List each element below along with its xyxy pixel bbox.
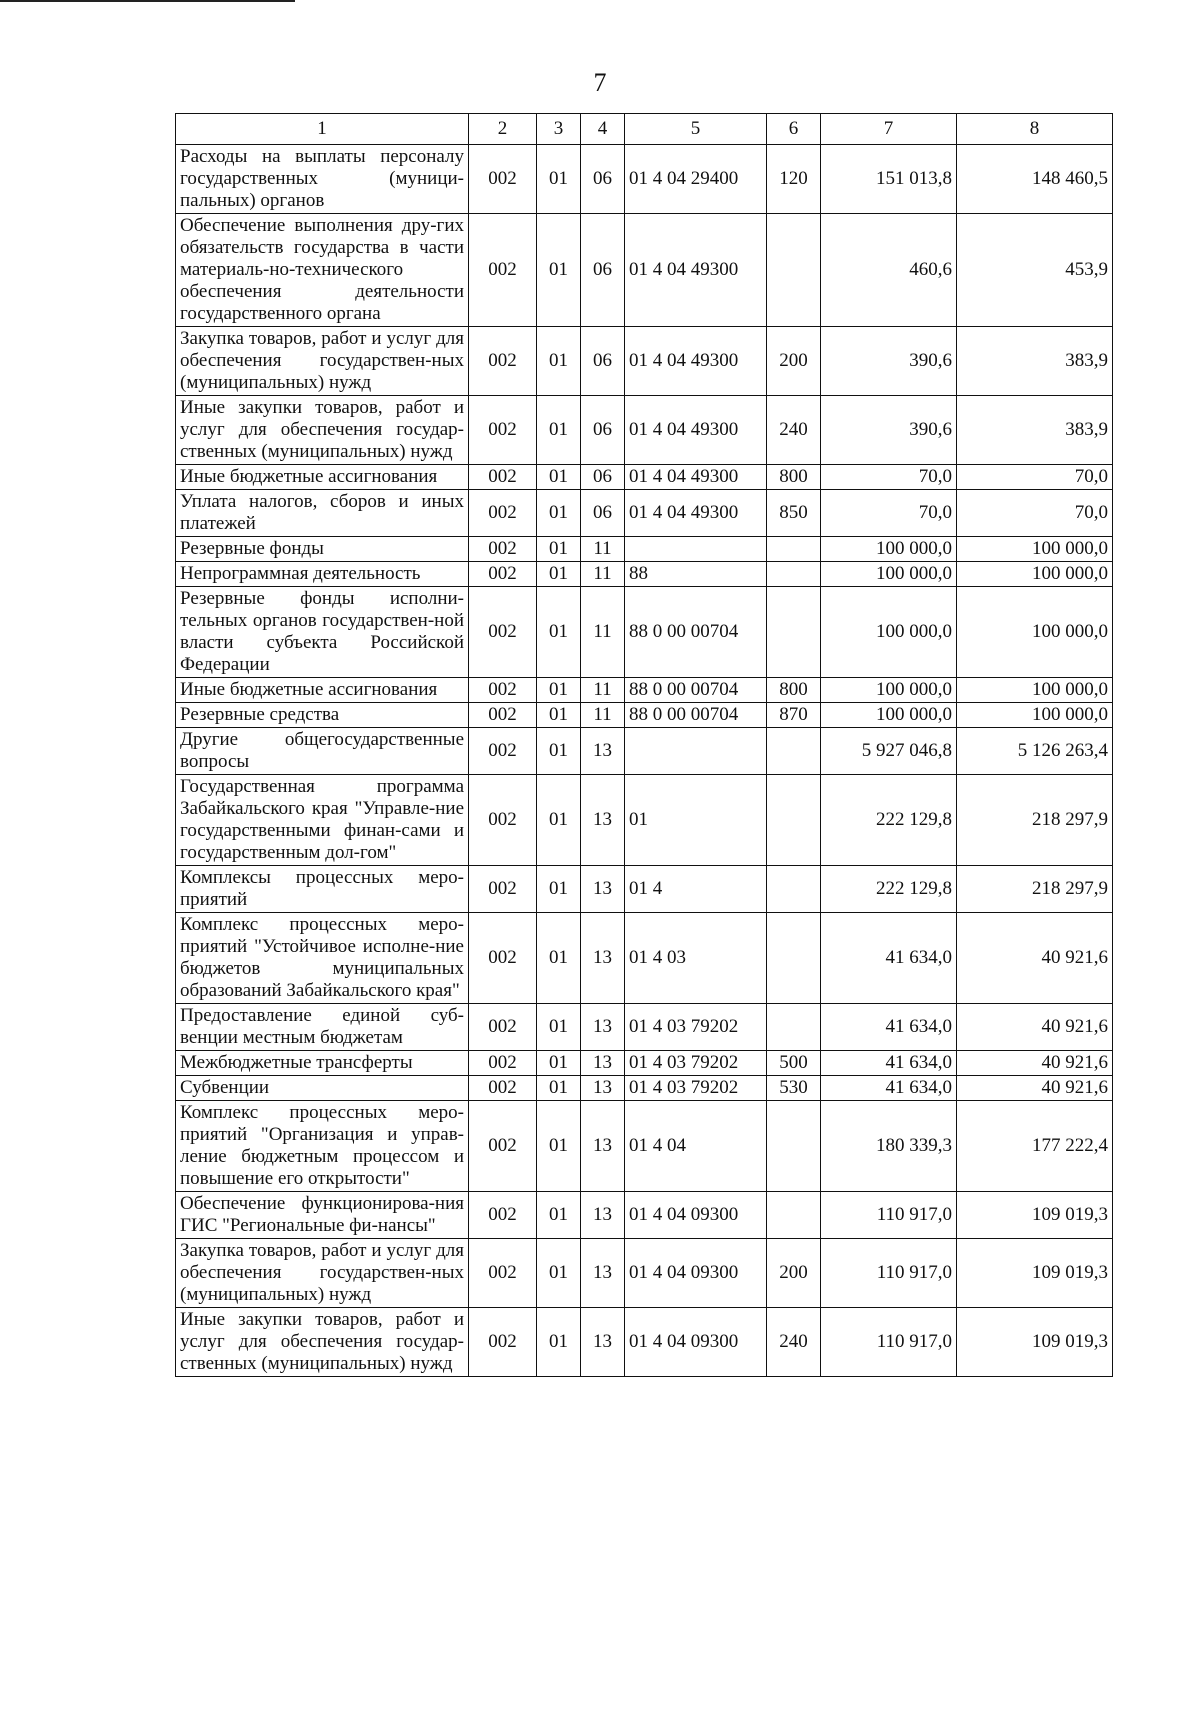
row-section: 01: [537, 1308, 581, 1377]
row-subsection: 13: [581, 1076, 625, 1101]
row-section: 01: [537, 1239, 581, 1308]
row-name: Резервные фонды: [176, 537, 469, 562]
row-code: 002: [469, 728, 537, 775]
row-amount-2: 100 000,0: [957, 678, 1113, 703]
row-target-article: 01: [625, 775, 767, 866]
row-name: Закупка товаров, работ и услуг для обеспечения государствен-ных (муниципальных) нужд: [176, 327, 469, 396]
column-header: 4: [581, 114, 625, 145]
row-section: 01: [537, 327, 581, 396]
row-name: Расходы на выплаты персоналу государственных (муници-пальных) органов: [176, 145, 469, 214]
row-code: 002: [469, 703, 537, 728]
row-amount-2: 5 126 263,4: [957, 728, 1113, 775]
row-code: 002: [469, 214, 537, 327]
table-row: [176, 913, 1113, 1004]
row-amount-2: 383,9: [957, 327, 1113, 396]
row-section: 01: [537, 1004, 581, 1051]
row-amount-2: 218 297,9: [957, 775, 1113, 866]
row-target-article: 01 4 03: [625, 913, 767, 1004]
row-name: Иные закупки товаров, работ и услуг для обеспечения государ-ственных (муниципальных) нужд: [176, 396, 469, 465]
row-subsection: 06: [581, 490, 625, 537]
row-target-article: 01 4 04 49300: [625, 214, 767, 327]
row-subsection: 11: [581, 537, 625, 562]
row-expense-type: 850: [767, 490, 821, 537]
table-row: [176, 703, 1113, 728]
row-subsection: 06: [581, 214, 625, 327]
row-amount-1: 5 927 046,8: [821, 728, 957, 775]
table-row: [176, 214, 1113, 327]
row-expense-type: [767, 775, 821, 866]
table-row: [176, 145, 1113, 214]
row-amount-2: 100 000,0: [957, 562, 1113, 587]
table-row: [176, 728, 1113, 775]
row-subsection: 11: [581, 562, 625, 587]
row-code: 002: [469, 1051, 537, 1076]
row-section: 01: [537, 214, 581, 327]
column-header: 8: [957, 114, 1113, 145]
row-amount-2: 383,9: [957, 396, 1113, 465]
row-subsection: 13: [581, 728, 625, 775]
row-name: Иные бюджетные ассигнования: [176, 678, 469, 703]
row-section: 01: [537, 913, 581, 1004]
row-target-article: 88 0 00 00704: [625, 703, 767, 728]
row-expense-type: 870: [767, 703, 821, 728]
table-row: [176, 775, 1113, 866]
row-amount-2: 148 460,5: [957, 145, 1113, 214]
row-section: 01: [537, 1192, 581, 1239]
row-target-article: [625, 728, 767, 775]
row-amount-1: 151 013,8: [821, 145, 957, 214]
row-expense-type: 800: [767, 465, 821, 490]
row-expense-type: 120: [767, 145, 821, 214]
row-code: 002: [469, 490, 537, 537]
row-section: 01: [537, 490, 581, 537]
row-amount-1: 100 000,0: [821, 703, 957, 728]
row-code: 002: [469, 1239, 537, 1308]
row-expense-type: [767, 562, 821, 587]
row-expense-type: [767, 866, 821, 913]
row-subsection: 06: [581, 327, 625, 396]
row-section: 01: [537, 145, 581, 214]
row-name: Субвенции: [176, 1076, 469, 1101]
column-header: 5: [625, 114, 767, 145]
row-expense-type: 800: [767, 678, 821, 703]
row-code: 002: [469, 465, 537, 490]
top-rule: [0, 0, 295, 2]
row-target-article: 01 4 04 49300: [625, 465, 767, 490]
row-name: Иные бюджетные ассигнования: [176, 465, 469, 490]
row-code: 002: [469, 537, 537, 562]
row-subsection: 13: [581, 1192, 625, 1239]
row-amount-2: 109 019,3: [957, 1192, 1113, 1239]
column-header: 1: [176, 114, 469, 145]
row-section: 01: [537, 703, 581, 728]
row-amount-2: 100 000,0: [957, 587, 1113, 678]
row-amount-1: 180 339,3: [821, 1101, 957, 1192]
table-row: [176, 490, 1113, 537]
row-section: 01: [537, 1051, 581, 1076]
row-code: 002: [469, 1308, 537, 1377]
table-row: [176, 1101, 1113, 1192]
row-subsection: 13: [581, 1101, 625, 1192]
table-row: [176, 1192, 1113, 1239]
row-name: Обеспечение функционирова-ния ГИС "Региональные фи-нансы": [176, 1192, 469, 1239]
row-target-article: 01 4 03 79202: [625, 1051, 767, 1076]
row-expense-type: 500: [767, 1051, 821, 1076]
row-amount-1: 222 129,8: [821, 866, 957, 913]
row-amount-2: 453,9: [957, 214, 1113, 327]
row-amount-1: 41 634,0: [821, 913, 957, 1004]
row-subsection: 13: [581, 913, 625, 1004]
row-name: Государственная программа Забайкальского края "Управле-ние государственными финан-сами и государственным дол-гом": [176, 775, 469, 866]
row-subsection: 13: [581, 1308, 625, 1377]
row-name: Резервные фонды исполни-тельных органов государствен-ной власти субъекта Российской Федерации: [176, 587, 469, 678]
row-amount-1: 110 917,0: [821, 1239, 957, 1308]
row-target-article: 01 4 04 09300: [625, 1239, 767, 1308]
row-code: 002: [469, 396, 537, 465]
row-amount-1: 110 917,0: [821, 1308, 957, 1377]
row-amount-2: 40 921,6: [957, 913, 1113, 1004]
row-subsection: 13: [581, 1051, 625, 1076]
row-target-article: 01 4 04 49300: [625, 490, 767, 537]
row-name: Уплата налогов, сборов и иных платежей: [176, 490, 469, 537]
row-section: 01: [537, 728, 581, 775]
row-target-article: 01 4 04 49300: [625, 396, 767, 465]
row-name: Закупка товаров, работ и услуг для обеспечения государствен-ных (муниципальных) нужд: [176, 1239, 469, 1308]
row-code: 002: [469, 678, 537, 703]
row-amount-1: 110 917,0: [821, 1192, 957, 1239]
row-section: 01: [537, 562, 581, 587]
row-amount-2: 218 297,9: [957, 866, 1113, 913]
row-subsection: 13: [581, 866, 625, 913]
row-target-article: 88 0 00 00704: [625, 587, 767, 678]
column-header: 6: [767, 114, 821, 145]
row-amount-2: 70,0: [957, 490, 1113, 537]
row-amount-1: 70,0: [821, 490, 957, 537]
row-name: Иные закупки товаров, работ и услуг для обеспечения государ-ственных (муниципальных) нужд: [176, 1308, 469, 1377]
page-number: 7: [593, 68, 607, 97]
row-section: 01: [537, 866, 581, 913]
row-subsection: 13: [581, 1239, 625, 1308]
row-amount-2: 109 019,3: [957, 1239, 1113, 1308]
row-code: 002: [469, 913, 537, 1004]
row-section: 01: [537, 775, 581, 866]
table-body: [176, 145, 1113, 1377]
row-amount-1: 460,6: [821, 214, 957, 327]
row-expense-type: [767, 587, 821, 678]
row-subsection: 06: [581, 465, 625, 490]
row-amount-1: 41 634,0: [821, 1076, 957, 1101]
row-code: 002: [469, 327, 537, 396]
row-amount-2: 40 921,6: [957, 1076, 1113, 1101]
row-section: 01: [537, 1076, 581, 1101]
row-amount-2: 177 222,4: [957, 1101, 1113, 1192]
row-expense-type: 240: [767, 396, 821, 465]
row-subsection: 11: [581, 703, 625, 728]
table-row: [176, 1051, 1113, 1076]
column-header: 3: [537, 114, 581, 145]
row-subsection: 13: [581, 1004, 625, 1051]
row-target-article: [625, 537, 767, 562]
row-amount-1: 41 634,0: [821, 1004, 957, 1051]
row-amount-2: 109 019,3: [957, 1308, 1113, 1377]
table-row: [176, 1239, 1113, 1308]
row-amount-1: 100 000,0: [821, 537, 957, 562]
row-code: 002: [469, 562, 537, 587]
row-section: 01: [537, 587, 581, 678]
row-subsection: 11: [581, 678, 625, 703]
row-target-article: 88: [625, 562, 767, 587]
row-amount-1: 390,6: [821, 396, 957, 465]
row-expense-type: [767, 1192, 821, 1239]
row-code: 002: [469, 587, 537, 678]
row-expense-type: [767, 214, 821, 327]
row-amount-1: 41 634,0: [821, 1051, 957, 1076]
row-amount-2: 100 000,0: [957, 537, 1113, 562]
row-expense-type: [767, 1101, 821, 1192]
row-amount-2: 70,0: [957, 465, 1113, 490]
row-section: 01: [537, 1101, 581, 1192]
row-target-article: 01 4 03 79202: [625, 1076, 767, 1101]
table-row: [176, 678, 1113, 703]
table-row: [176, 465, 1113, 490]
row-code: 002: [469, 775, 537, 866]
row-expense-type: 200: [767, 1239, 821, 1308]
row-section: 01: [537, 678, 581, 703]
row-expense-type: 240: [767, 1308, 821, 1377]
row-subsection: 13: [581, 775, 625, 866]
row-amount-2: 40 921,6: [957, 1004, 1113, 1051]
row-amount-2: 40 921,6: [957, 1051, 1113, 1076]
row-name: Межбюджетные трансферты: [176, 1051, 469, 1076]
row-name: Комплекс процессных меро-приятий "Организация и управ-ление бюджетным процессом и повышение его открытости": [176, 1101, 469, 1192]
row-target-article: 01 4: [625, 866, 767, 913]
table-row: [176, 866, 1113, 913]
row-expense-type: 530: [767, 1076, 821, 1101]
row-target-article: 01 4 04 29400: [625, 145, 767, 214]
row-section: 01: [537, 396, 581, 465]
row-name: Резервные средства: [176, 703, 469, 728]
header-row: [176, 114, 1113, 145]
row-target-article: 01 4 04: [625, 1101, 767, 1192]
row-target-article: 01 4 04 09300: [625, 1192, 767, 1239]
row-subsection: 11: [581, 587, 625, 678]
table-row: [176, 562, 1113, 587]
row-name: Обеспечение выполнения дру-гих обязательств государства в части материаль-но-технического обеспечения деятельности государственного органа: [176, 214, 469, 327]
row-name: Комплексы процессных меро-приятий: [176, 866, 469, 913]
row-code: 002: [469, 145, 537, 214]
row-amount-1: 70,0: [821, 465, 957, 490]
row-amount-1: 100 000,0: [821, 587, 957, 678]
row-code: 002: [469, 1101, 537, 1192]
table-row: [176, 1076, 1113, 1101]
row-section: 01: [537, 537, 581, 562]
row-code: 002: [469, 1076, 537, 1101]
row-subsection: 06: [581, 145, 625, 214]
row-expense-type: [767, 728, 821, 775]
row-subsection: 06: [581, 396, 625, 465]
row-expense-type: [767, 537, 821, 562]
row-section: 01: [537, 465, 581, 490]
table-row: [176, 327, 1113, 396]
row-amount-2: 100 000,0: [957, 703, 1113, 728]
row-amount-1: 100 000,0: [821, 678, 957, 703]
row-amount-1: 390,6: [821, 327, 957, 396]
budget-table: [175, 113, 1113, 1377]
row-expense-type: [767, 913, 821, 1004]
table-row: [176, 1004, 1113, 1051]
row-name: Непрограммная деятельность: [176, 562, 469, 587]
row-expense-type: [767, 1004, 821, 1051]
row-amount-1: 222 129,8: [821, 775, 957, 866]
row-expense-type: 200: [767, 327, 821, 396]
row-target-article: 01 4 03 79202: [625, 1004, 767, 1051]
row-code: 002: [469, 866, 537, 913]
row-amount-1: 100 000,0: [821, 562, 957, 587]
table-row: [176, 1308, 1113, 1377]
row-target-article: 01 4 04 09300: [625, 1308, 767, 1377]
row-target-article: 01 4 04 49300: [625, 327, 767, 396]
column-header: 7: [821, 114, 957, 145]
row-name: Комплекс процессных меро-приятий "Устойчивое исполне-ние бюджетов муниципальных образований Забайкальского края": [176, 913, 469, 1004]
table-row: [176, 587, 1113, 678]
row-code: 002: [469, 1004, 537, 1051]
column-header: 2: [469, 114, 537, 145]
row-name: Предоставление единой суб-венции местным бюджетам: [176, 1004, 469, 1051]
row-target-article: 88 0 00 00704: [625, 678, 767, 703]
table-row: [176, 537, 1113, 562]
row-code: 002: [469, 1192, 537, 1239]
row-name: Другие общегосударственные вопросы: [176, 728, 469, 775]
table-row: [176, 396, 1113, 465]
